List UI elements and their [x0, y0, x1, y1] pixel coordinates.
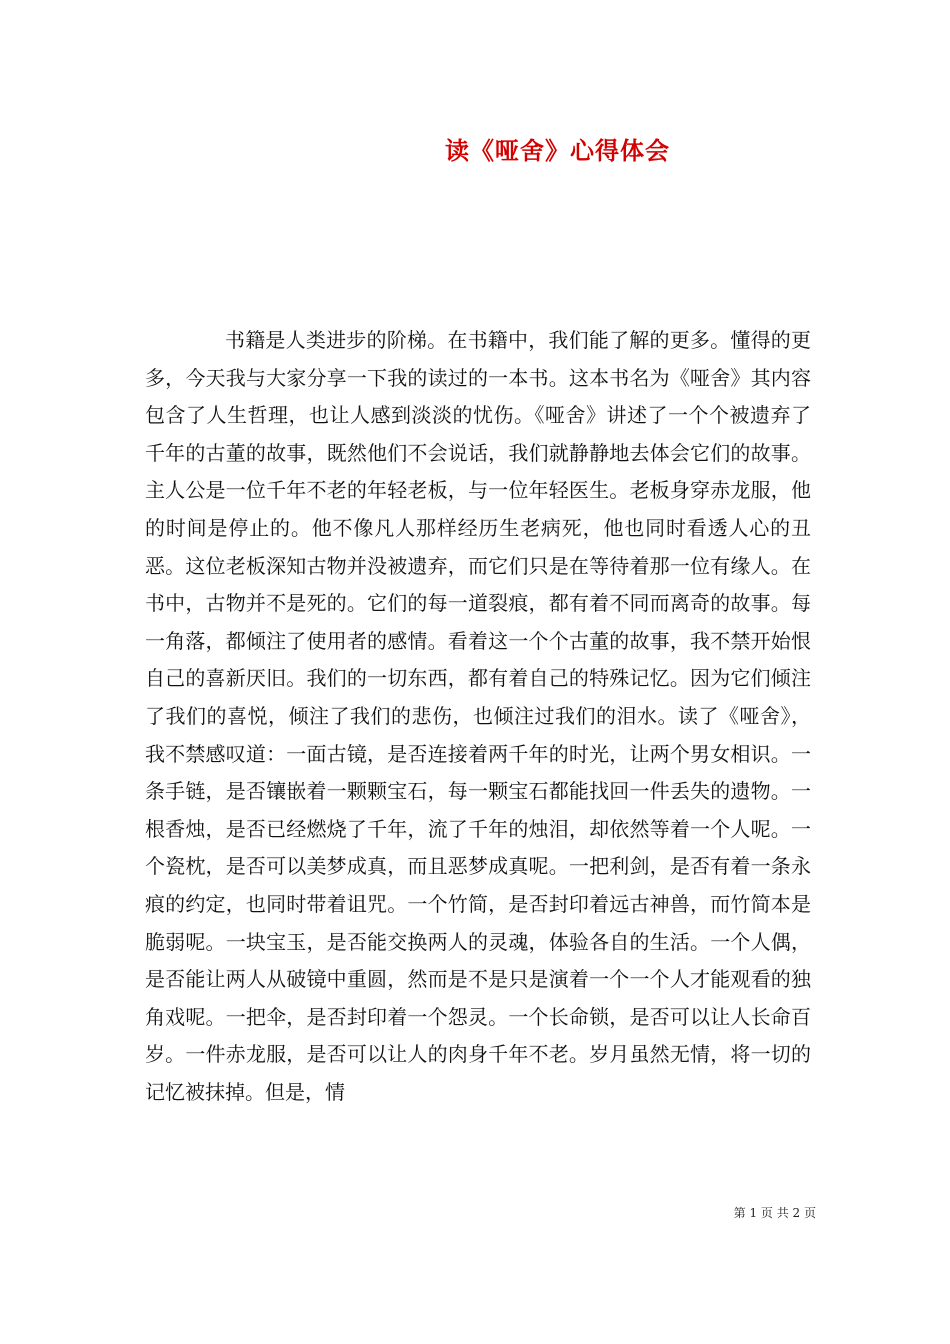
document-title: 读《哑舍》心得体会	[445, 136, 670, 165]
page-footer: 第 1 页 共 2 页	[733, 1206, 816, 1220]
body-paragraph: 书籍是人类进步的阶梯。在书籍中，我们能了解的更多。懂得的更多，今天我与大家分享一下我的读过的一本书。这本书名为《哑舍》其内容包含了人生哲理，也让人感到淡淡的忧伤。《哑舍》讲述了一个个被遗弃了千年的古董的故事，既然他们不会说话，我们就静静地去体会它们的故事。主人公是一位千年不老的年轻老板，与一位年轻医生。老板身穿赤龙服，他的时间是停止的。他不像凡人那样经历生老病死，他也同时看透人心的丑恶。这位老板深知古物并没被遗弃，而它们只是在等待着那一位有缘人。在书中，古物并不是死的。它们的每一道裂痕，都有着不同而离奇的故事。每一角落，都倾注了使用者的感情。看着这一个个古董的故事，我不禁开始恨自己的喜新厌旧。我们的一切东西，都有着自己的特殊记忆。因为它们倾注了我们的喜悦，倾注了我们的悲伤，也倾注过我们的泪水。读了《哑舍》，我不禁感叹道：一面古镜，是否连接着两千年的时光，让两个男女相识。一条手链，是否镶嵌着一颗颗宝石，每一颗宝石都能找回一件丢失的遗物。一根香烛，是否已经燃烧了千年，流了千年的烛泪，却依然等着一个人呢。一个瓷枕，是否可以美梦成真，而且恶梦成真呢。一把利剑，是否有着一条永痕的约定，也同时带着诅咒。一个竹简，是否封印着远古神兽，而竹简本是脆弱呢。一块宝玉，是否能交换两人的灵魂，体验各自的生活。一个人偶，是否能让两人从破镜中重圆，然而是不是只是演着一个一个人才能观看的独角戏呢。一把伞，是否封印着一个怨灵。一个长命锁，是否可以让人长命百岁。一件赤龙服，是否可以让人的肉身千年不老。岁月虽然无情，将一切的记忆被抹掉。但是，情	[145, 328, 811, 1104]
document-body	[145, 322, 811, 1111]
